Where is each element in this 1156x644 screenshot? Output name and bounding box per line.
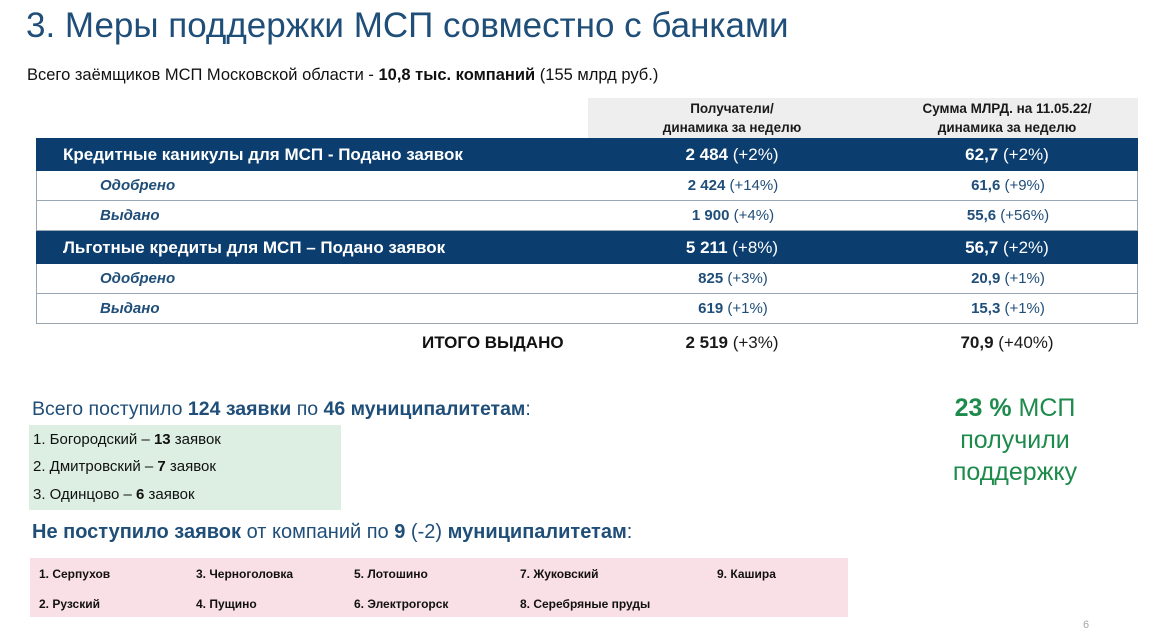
received-count: 124 заявки <box>187 398 292 420</box>
subtitle-suffix: (155 млрд руб.) <box>535 66 659 84</box>
not-received-colon: : <box>626 521 633 543</box>
amount-value: 56,7 <box>965 237 999 257</box>
item-name: 2. Дмитровский – <box>33 458 158 475</box>
recipients-value: 2 484 <box>685 144 728 164</box>
item-suffix: заявок <box>170 431 221 448</box>
amount-value: 55,6 <box>966 207 997 224</box>
received-heading <box>32 398 531 421</box>
row-label: Льготные кредиты для МСП – Подано заявок <box>63 237 446 257</box>
amount-value: 61,6 <box>971 177 1001 194</box>
row-amount <box>877 270 1139 287</box>
support-line1 <box>925 392 1105 424</box>
support-table <box>36 138 1138 324</box>
recipients-value: 1 900 <box>691 207 730 224</box>
row-label: Выдано <box>100 207 160 224</box>
table-row-issued <box>36 294 1138 324</box>
list-item: 6. Электрогорск <box>354 597 449 611</box>
recipients-delta: (+3%) <box>723 270 768 287</box>
item-count: 7 <box>157 458 166 475</box>
table-row-approved <box>36 264 1138 294</box>
amount-delta: (+1%) <box>1000 300 1045 317</box>
table-row-credit-holidays <box>36 138 1138 171</box>
subtitle <box>27 66 658 85</box>
list-item: 9. Кашира <box>717 567 776 581</box>
list-item: 7. Жуковский <box>520 567 599 581</box>
not-received-bold: муниципалитетам <box>447 521 627 543</box>
amount-delta: (+2%) <box>998 237 1049 257</box>
row-amount <box>877 300 1139 317</box>
amount-value: 15,3 <box>971 300 1001 317</box>
recipients-delta: (+1%) <box>723 300 768 317</box>
amount-value: 20,9 <box>971 270 1001 287</box>
row-recipients <box>589 300 877 317</box>
recipients-value: 2 424 <box>687 177 726 194</box>
table-row-issued <box>36 201 1138 231</box>
header-recipients <box>588 98 876 138</box>
recipients-value: 619 <box>698 300 724 317</box>
row-recipients <box>588 145 876 165</box>
support-callout <box>925 392 1105 488</box>
recipients-delta: (+8%) <box>727 237 779 257</box>
list-item: 4. Пущино <box>196 597 257 611</box>
total-recipients-value: 2 519 <box>685 333 728 352</box>
row-label: Одобрено <box>100 270 176 287</box>
amount-delta: (+9%) <box>1000 177 1045 194</box>
header-amount-line2: динамика за неделю <box>937 120 1077 135</box>
list-item: 5. Лотошино <box>354 567 428 581</box>
page-number: 6 <box>1083 619 1090 631</box>
not-received-list <box>30 558 848 617</box>
row-amount <box>876 145 1138 165</box>
header-recipients-line2: динамика за неделю <box>662 120 802 135</box>
not-received-bold: Не поступило заявок <box>32 521 242 543</box>
support-percent: 23 % <box>954 394 1012 422</box>
list-item: 2. Рузский <box>39 597 100 611</box>
total-recipients <box>588 333 876 353</box>
recipients-delta: (+14%) <box>725 177 779 194</box>
total-label: ИТОГО ВЫДАНО <box>422 333 564 352</box>
item-count: 13 <box>153 431 171 448</box>
amount-delta: (+2%) <box>998 144 1049 164</box>
support-text: МСП <box>1011 394 1076 422</box>
list-item: 1. Серпухов <box>39 567 111 581</box>
item-count: 6 <box>136 486 145 503</box>
received-text: по <box>291 398 324 420</box>
table-row-approved <box>36 171 1138 201</box>
list-item <box>33 458 216 475</box>
row-recipients <box>588 238 876 258</box>
total-amount-value: 70,9 <box>960 333 994 352</box>
received-colon: : <box>525 398 531 420</box>
recipients-value: 825 <box>698 270 724 287</box>
row-label: Одобрено <box>100 177 176 194</box>
row-amount <box>877 177 1139 194</box>
item-name: 3. Одинцово – <box>33 486 137 503</box>
row-recipients <box>589 207 877 224</box>
recipients-delta: (+4%) <box>729 207 775 224</box>
item-suffix: заявок <box>144 486 195 503</box>
header-recipients-line1: Получатели/ <box>690 101 774 116</box>
header-amount <box>876 98 1138 138</box>
item-name: 1. Богородский – <box>33 431 154 448</box>
not-received-text: от компаний по <box>241 521 395 543</box>
row-label: Кредитные каникулы для МСП - Подано заявок <box>63 144 463 164</box>
recipients-value: 5 211 <box>685 237 728 257</box>
header-amount-line1: Сумма МЛРД. на 11.05.22/ <box>922 101 1092 116</box>
row-recipients <box>589 270 877 287</box>
not-received-heading <box>32 521 632 544</box>
row-recipients <box>589 177 877 194</box>
subtitle-prefix: Всего заёмщиков МСП Московской области - <box>27 66 379 84</box>
row-amount <box>877 207 1139 224</box>
amount-value: 62,7 <box>965 144 999 164</box>
item-suffix: заявок <box>165 458 216 475</box>
support-text: получили <box>960 426 1070 454</box>
support-text: поддержку <box>952 458 1078 486</box>
received-text: Всего поступило <box>32 398 188 420</box>
not-received-delta: (-2) <box>405 521 448 543</box>
amount-delta: (+56%) <box>996 207 1050 224</box>
table-row-preferential-loans <box>36 231 1138 264</box>
total-amount-delta: (+40%) <box>993 333 1054 352</box>
list-item: 8. Серебряные пруды <box>520 597 651 611</box>
list-item: 3. Черноголовка <box>196 567 294 581</box>
amount-delta: (+1%) <box>1000 270 1045 287</box>
subtitle-bold: 10,8 тыс. компаний <box>378 66 536 84</box>
row-label: Выдано <box>100 300 160 317</box>
total-amount <box>876 333 1138 353</box>
page-title: 3. Меры поддержки МСП совместно с банками <box>26 6 789 45</box>
received-municipalities: 46 муниципалитетам <box>323 398 526 420</box>
total-recipients-delta: (+3%) <box>728 333 779 352</box>
list-item <box>33 486 195 503</box>
recipients-delta: (+2%) <box>728 144 779 164</box>
received-list <box>29 425 341 510</box>
not-received-count: 9 <box>394 521 406 543</box>
list-item <box>33 431 221 448</box>
row-amount <box>876 238 1138 258</box>
